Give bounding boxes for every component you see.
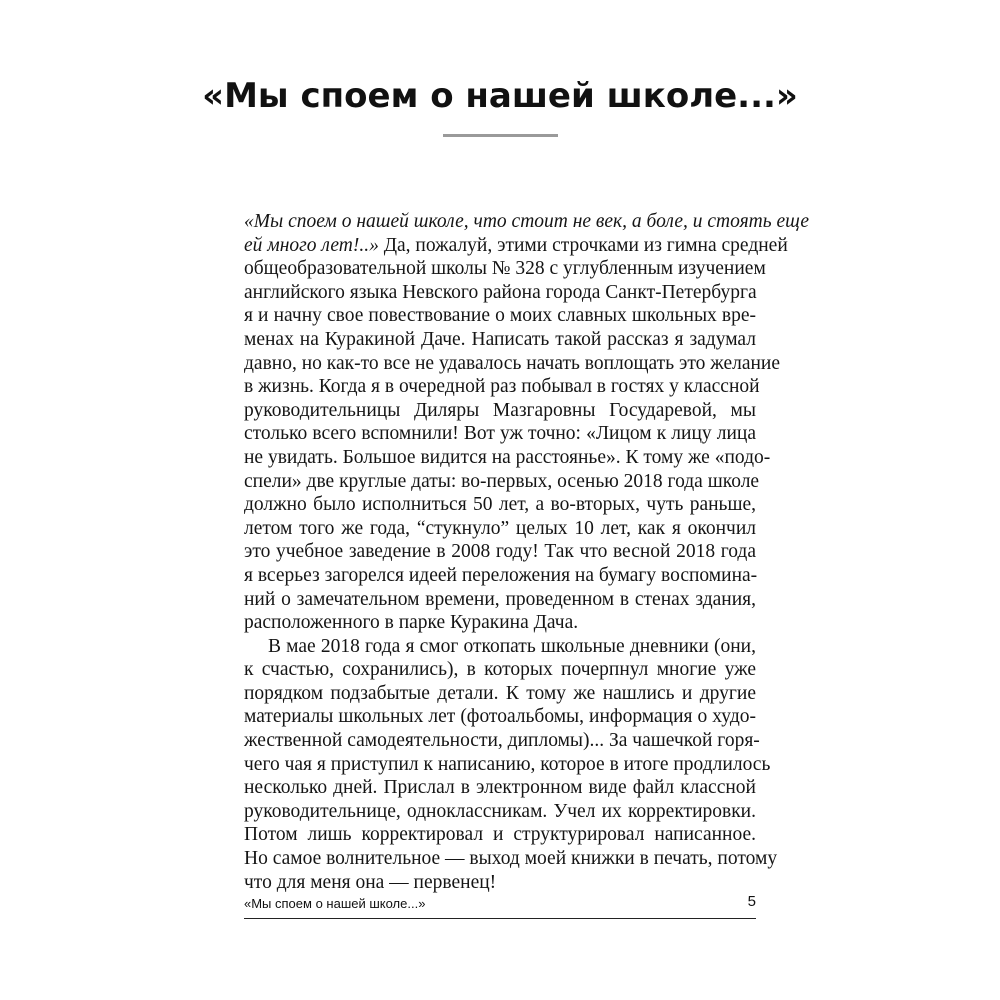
title-underline [443,134,558,137]
line-text: к счастью, сохранились), в которых почерпнул многие уже [244,659,756,681]
text-line [244,705,756,729]
line-text: руководительницы Диляры Мазгаровны Государевой, мы [244,399,756,421]
line-text: летом того же года, “стукнуло” целых 10 лет, как я окончил [244,517,756,539]
text-line [244,540,756,564]
text-line [244,257,766,281]
text-line [244,635,756,659]
line-text: чего чая я приступил к написанию, которое в итоге продлилось [244,753,771,775]
text-line [244,823,756,847]
epigraph-quote: ей много лет!..» [244,234,379,256]
text-line [244,847,778,871]
line-text: столько всего вспомнили! Вот уж точно: «Лицом к лицу лица [244,423,756,445]
text-line [244,352,781,376]
line-text: общеобразовательной школы № 328 с углубленным изучением [244,258,766,280]
text-line [244,564,756,588]
line-text: в жизнь. Когда я в очередной раз побывал в гостях у классной [244,376,760,398]
line-text: я всерьез загорелся идеей переложения на бумагу воспомина- [244,564,758,586]
line-text: расположенного в парке Куракина Дача. [244,612,579,634]
line-text: ний о замечательном времени, проведенном в стенах здания, [244,588,756,610]
line-text: это учебное заведение в 2008 году! Так что весной 2018 года [244,541,756,563]
text-line [244,493,756,517]
text-line [244,446,771,470]
body-text [244,210,810,894]
footer-rule [244,918,756,919]
text-line [244,753,771,777]
text-line [244,776,756,800]
line-text: должно было исполниться 50 лет, а во-вторых, чуть раньше, [244,494,756,516]
page-number: 5 [747,893,756,910]
text-line [244,729,760,753]
line-text: давно, но как-то все не удавалось начать воплощать это желание [244,352,781,374]
text-line [244,422,756,446]
text-line [244,210,810,234]
text-line [244,399,756,423]
text-line [244,375,760,399]
line-text: что для меня она — первенец! [244,871,497,893]
line-text: я и начну свое повествование о моих славных школьных вре- [244,305,756,327]
text-line [244,470,760,494]
line-text: руководительнице, одноклассникам. Учел их корректировки. [244,800,756,822]
text-line [244,517,756,541]
text-line [244,611,756,635]
line-text: Потом лишь корректировал и структурировал написанное. [244,824,756,846]
text-line [244,658,756,682]
epigraph-quote: «Мы споем о нашей школе, что стоит не век, а боле, и стоять еще [244,211,810,232]
line-text: менах на Куракиной Даче. Написать такой рассказ я задумал [244,328,756,350]
line-text: материалы школьных лет (фотоальбомы, информация о худо- [244,706,756,728]
text-line [244,234,788,258]
line-text: жественной самодеятельности, дипломы)... За чашечкой горя- [244,730,760,752]
text-line [244,588,756,612]
line-text: спели» две круглые даты: во-первых, осенью 2018 года школе [244,470,760,492]
line-text: порядком подзабытые детали. К тому же нашлись и другие [244,682,756,704]
line-text: несколько дней. Прислал в электронном виде файл классной [244,777,756,799]
text-line [244,304,756,328]
text-line [244,871,756,895]
chapter-title: «Мы споем о нашей школе...» [202,76,798,116]
line-text: не увидать. Большое видится на расстоянье». К тому же «подо- [244,446,771,468]
line-text: английского языка Невского района города Санкт-Петербурга [244,281,757,303]
line-text: Да, пожалуй, этими строчками из гимна средней [378,234,788,256]
line-text: Но самое волнительное — выход моей книжки в печать, потому [244,848,778,870]
text-line [244,281,756,305]
text-line [244,800,756,824]
line-text: В мае 2018 года я смог откопать школьные дневники (они, [268,635,756,657]
text-line [244,328,756,352]
running-title: «Мы споем о нашей школе...» [244,896,426,911]
text-line [244,682,756,706]
